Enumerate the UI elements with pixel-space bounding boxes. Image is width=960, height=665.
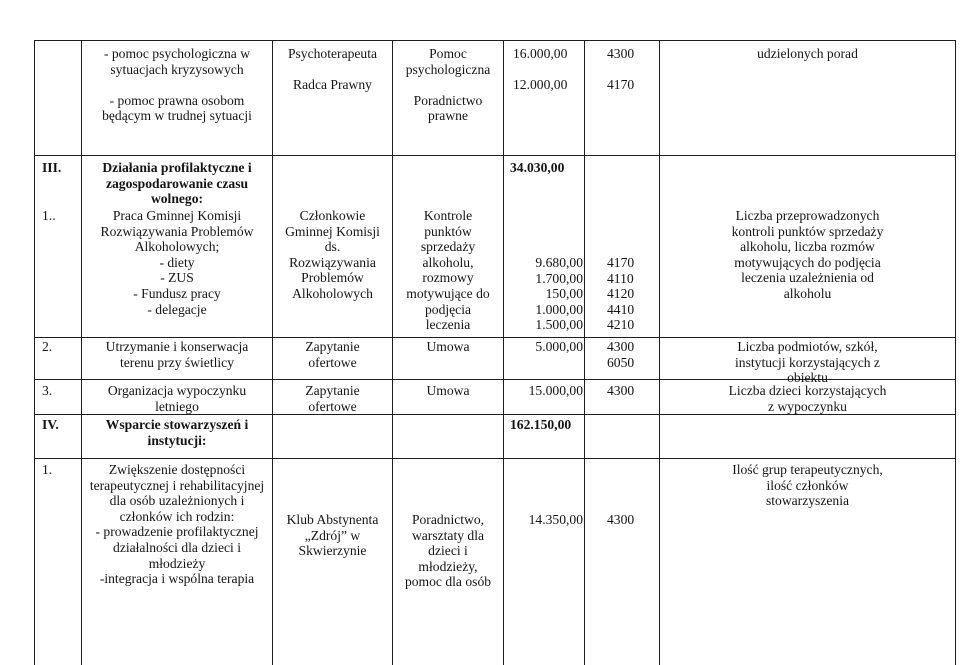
section-divider	[34, 155, 956, 156]
amount-cell: 15.000,00	[528, 383, 583, 398]
amount-cell: 16.000,00 12.000,00	[513, 46, 568, 93]
section-number: IV.	[42, 417, 59, 432]
executor-cell: Psychoterapeuta Radca Prawny	[287, 46, 378, 93]
row-number: 2.	[42, 339, 53, 354]
table-top-border	[34, 40, 956, 41]
method-cell: Umowa	[426, 383, 470, 398]
budget-code-cell: 4300 6050	[607, 339, 635, 370]
executor-cell: Klub Abstynenta „Zdrój” w Skwierzynie	[286, 512, 379, 559]
amount-cell: 5.000,00	[535, 339, 583, 354]
row-divider	[34, 337, 956, 338]
budget-code-cell: 4300 4170	[607, 46, 635, 93]
table-right-border	[955, 40, 956, 665]
row-number: 3.	[42, 383, 53, 398]
method-cell: Poradnictwo, warsztaty dla dzieci i młodzieży, pomoc dla osób	[404, 512, 492, 590]
indicator-cell: Ilość grup terapeutycznych, ilość członków stowarzyszenia	[732, 462, 883, 509]
row-number: 1..	[42, 208, 56, 223]
executor-cell: Zapytanie ofertowe	[305, 383, 360, 414]
budget-code-cell: 4300	[607, 512, 635, 527]
executor-cell: Członkowie Gminnej Komisji ds. Rozwiązywania Problemów Alkoholowych	[285, 208, 380, 301]
indicator-cell: Liczba dzieci korzystających z wypoczynku	[728, 383, 887, 414]
indicator-cell: Liczba przeprowadzonych kontroli punktów sprzedaży alkoholu, liczba rozmów motywujących do podjęcia leczenia uzależnienia od alkoholu	[731, 208, 884, 301]
executor-cell: Zapytanie ofertowe	[305, 339, 360, 370]
table-left-border	[34, 40, 35, 665]
section-divider	[34, 458, 956, 459]
indicator-cell: udzielonych porad	[757, 46, 858, 61]
row-number: 1.	[42, 462, 53, 477]
budget-code-cell: 4170 4110 4120 4410 4210	[607, 255, 635, 333]
amount-cell: 9.680,00 1.700,00 150,00 1.000,00 1.500,00	[535, 255, 583, 333]
task-cell: Praca Gminnej Komisji Rozwiązywania Problemów Alkoholowych; - diety - ZUS - Fundusz pracy - delegacje	[100, 208, 254, 317]
task-cell: - pomoc psychologiczna w sytuacjach kryzysowych - pomoc prawna osobom będącym w trudnej sytuacji	[102, 46, 252, 124]
column-divider	[584, 40, 585, 665]
section-title: Wsparcie stowarzyszeń i instytucji:	[105, 417, 249, 448]
method-cell: Umowa	[426, 339, 470, 354]
task-cell: Zwiększenie dostępności terapeutycznej i rehabilitacyjnej dla osób uzależnionych i członków ich rodzin: - prowadzenie profilaktycznej działalności dla dzieci i młodzieży -integracja i wspólna terapia	[89, 462, 265, 587]
method-cell: Pomoc psychologiczna Poradnictwo prawne	[405, 46, 491, 124]
method-cell: Kontrole punktów sprzedaży alkoholu, rozmowy motywujące do podjęcia leczenia	[406, 208, 490, 333]
section-title: Działania profilaktyczne i zagospodarowanie czasu wolnego:	[102, 160, 252, 207]
section-total: 34.030,00	[510, 160, 565, 175]
task-cell: Utrzymanie i konserwacja terenu przy świetlicy	[105, 339, 249, 370]
indicator-cell: Liczba podmiotów, szkół, instytucji korzystających z obiektu	[735, 339, 880, 386]
task-cell: Organizacja wypoczynku letniego	[107, 383, 247, 414]
amount-cell: 14.350,00	[528, 512, 583, 527]
budget-code-cell: 4300	[607, 383, 635, 398]
section-total: 162.150,00	[510, 417, 572, 432]
section-number: III.	[42, 160, 62, 175]
